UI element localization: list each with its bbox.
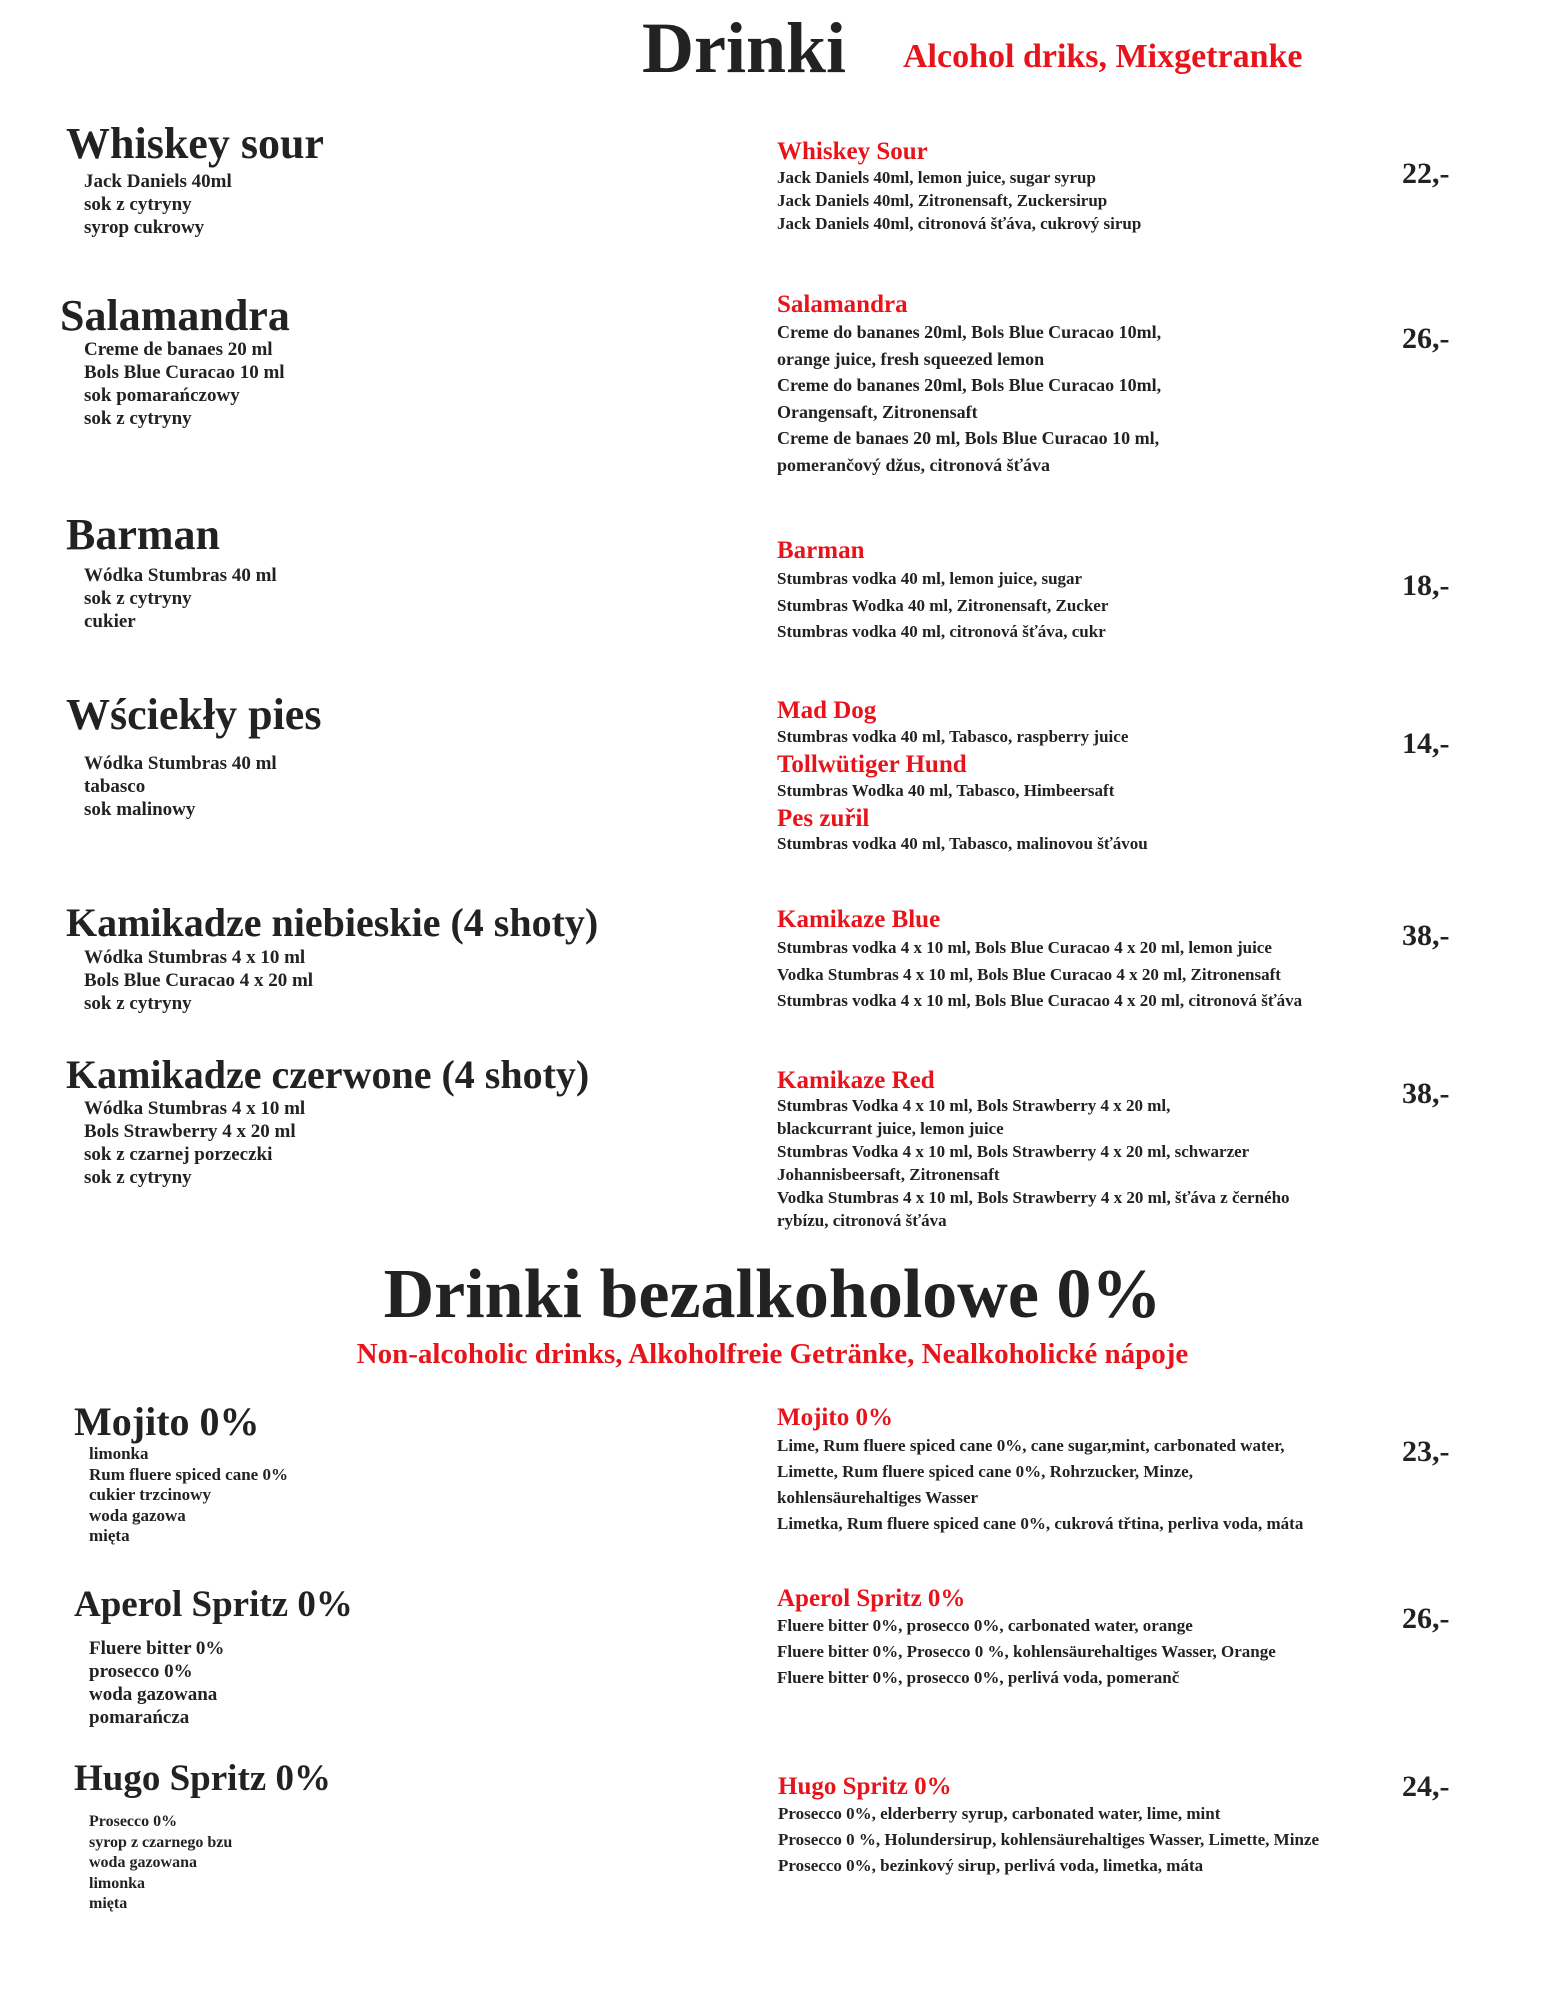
drink-ingredients-pl: Wódka Stumbras 40 ml sok z cytryny cukier	[84, 565, 277, 632]
drink-description: Fluere bitter 0%, prosecco 0%, carbonated water, orange Fluere bitter 0%, Prosecco 0 %, kohlensäurehaltiges Wasser, Orange Fluere bitter 0%, prosecco 0%, perlivá voda, pomeranč	[777, 1616, 1276, 1687]
drink-name-translated: Pes zuřil	[777, 805, 870, 832]
section-title: Drinki bezalkoholowe 0%	[383, 1256, 1162, 1333]
drink-name-translated: Aperol Spritz 0%	[777, 1585, 966, 1612]
drink-price: 26,-	[1402, 1602, 1450, 1635]
drink-price: 22,-	[1402, 157, 1450, 190]
drink-ingredients-pl: Creme de banaes 20 ml Bols Blue Curacao 10 ml sok pomarańczowy sok z cytryny	[84, 339, 285, 429]
drink-description: Stumbras vodka 40 ml, Tabasco, malinovou šťávou	[777, 834, 1148, 853]
drink-name-translated: Kamikaze Blue	[777, 906, 941, 933]
page-subtitle: Alcohol driks, Mixgetranke	[903, 38, 1303, 75]
drink-ingredients-pl: Prosecco 0% syrop z czarnego bzu woda gazowana limonka mięta	[89, 1813, 233, 1912]
drink-description: Prosecco 0%, elderberry syrup, carbonated water, lime, mint Prosecco 0 %, Holundersirup, kohlensäurehaltiges Wasser, Limette, Minze Prosecco 0%, bezinkový sirup, perlivá voda, limetka, máta	[778, 1804, 1319, 1875]
drink-price: 26,-	[1402, 322, 1450, 355]
drink-name: Whiskey sour	[66, 119, 324, 168]
drink-description: Stumbras Vodka 4 x 10 ml, Bols Strawberry 4 x 20 ml, blackcurrant juice, lemon juice Stumbras Vodka 4 x 10 ml, Bols Strawberry 4 x 20 ml, schwarzer Johannisbeersaft, Zitronensaft Vodka Stumbras 4 x 10 ml, Bols Strawberry 4 x 20 ml, šťáva z černého rybízu, citronová šťáva	[777, 1096, 1290, 1230]
drink-name: Kamikadze niebieskie (4 shoty)	[66, 900, 599, 945]
drink-name-translated: Barman	[777, 537, 865, 564]
drink-price: 18,-	[1402, 569, 1450, 602]
drink-name-translated: Mad Dog	[777, 697, 877, 724]
drink-name: Kamikadze czerwone (4 shoty)	[66, 1052, 590, 1097]
drink-name-translated: Hugo Spritz 0%	[778, 1773, 952, 1800]
drink-description: Jack Daniels 40ml, lemon juice, sugar syrup Jack Daniels 40ml, Zitronensaft, Zuckersirup Jack Daniels 40ml, citronová šťáva, cukrový sirup	[777, 168, 1142, 233]
drink-price: 24,-	[1402, 1770, 1450, 1803]
drink-description: Stumbras vodka 40 ml, lemon juice, sugar Stumbras Wodka 40 ml, Zitronensaft, Zucker Stumbras vodka 40 ml, citronová šťáva, cukr	[777, 569, 1109, 641]
drink-name: Barman	[66, 510, 220, 559]
drink-description: Lime, Rum fluere spiced cane 0%, cane sugar,mint, carbonated water, Limette, Rum fluere spiced cane 0%, Rohrzucker, Minze, kohlensäurehaltiges Wasser Limetka, Rum fluere spiced cane 0%, cukrová třtina, perliva voda, máta	[777, 1436, 1304, 1533]
drink-ingredients-pl: Jack Daniels 40ml sok z cytryny syrop cukrowy	[84, 171, 232, 238]
drink-name: Wściekły pies	[66, 690, 322, 739]
drink-description: Stumbras vodka 40 ml, Tabasco, raspberry juice	[777, 727, 1129, 746]
drink-name: Hugo Spritz 0%	[74, 1758, 331, 1799]
drink-name-translated: Tollwütiger Hund	[777, 751, 967, 778]
drink-price: 38,-	[1402, 1077, 1450, 1110]
drink-ingredients-pl: limonka Rum fluere spiced cane 0% cukier trzcinowy woda gazowa mięta	[89, 1444, 288, 1545]
drink-description: Creme do bananes 20ml, Bols Blue Curacao 10ml, orange juice, fresh squeezed lemon Creme do bananes 20ml, Bols Blue Curacao 10ml, Orangensaft, Zitronensaft Creme de banaes 20 ml, Bols Blue Curacao 10 ml, pomerančový džus, citronová šťáva	[777, 322, 1162, 475]
drink-ingredients-pl: Wódka Stumbras 4 x 10 ml Bols Strawberry 4 x 20 ml sok z czarnej porzeczki sok z cytryny	[84, 1098, 306, 1188]
drink-name-translated: Kamikaze Red	[777, 1067, 935, 1094]
drink-name-translated: Salamandra	[777, 291, 908, 318]
drink-price: 14,-	[1402, 727, 1450, 760]
drink-name-translated: Mojito 0%	[777, 1404, 893, 1431]
drink-ingredients-pl: Wódka Stumbras 40 ml tabasco sok malinowy	[84, 753, 277, 820]
drink-ingredients-pl: Wódka Stumbras 4 x 10 ml Bols Blue Curacao 4 x 20 ml sok z cytryny	[84, 947, 314, 1014]
drink-ingredients-pl: Fluere bitter 0% prosecco 0% woda gazowana pomarańcza	[89, 1638, 225, 1728]
page-title: Drinki	[642, 8, 847, 88]
drink-name: Aperol Spritz 0%	[74, 1584, 353, 1625]
drink-name: Salamandra	[60, 291, 290, 340]
drink-description: Stumbras Wodka 40 ml, Tabasco, Himbeersaft	[777, 781, 1115, 800]
section-subtitle: Non-alcoholic drinks, Alkoholfreie Getränke, Nealkoholické nápoje	[356, 1338, 1189, 1370]
drink-name: Mojito 0%	[74, 1399, 260, 1444]
drink-price: 23,-	[1402, 1435, 1450, 1468]
drink-name-translated: Whiskey Sour	[777, 138, 928, 165]
drink-description: Stumbras vodka 4 x 10 ml, Bols Blue Curacao 4 x 20 ml, lemon juice Vodka Stumbras 4 x 10 ml, Bols Blue Curacao 4 x 20 ml, Zitronensaft Stumbras vodka 4 x 10 ml, Bols Blue Curacao 4 x 20 ml, citronová šťáva	[777, 938, 1303, 1010]
drink-price: 38,-	[1402, 919, 1450, 952]
